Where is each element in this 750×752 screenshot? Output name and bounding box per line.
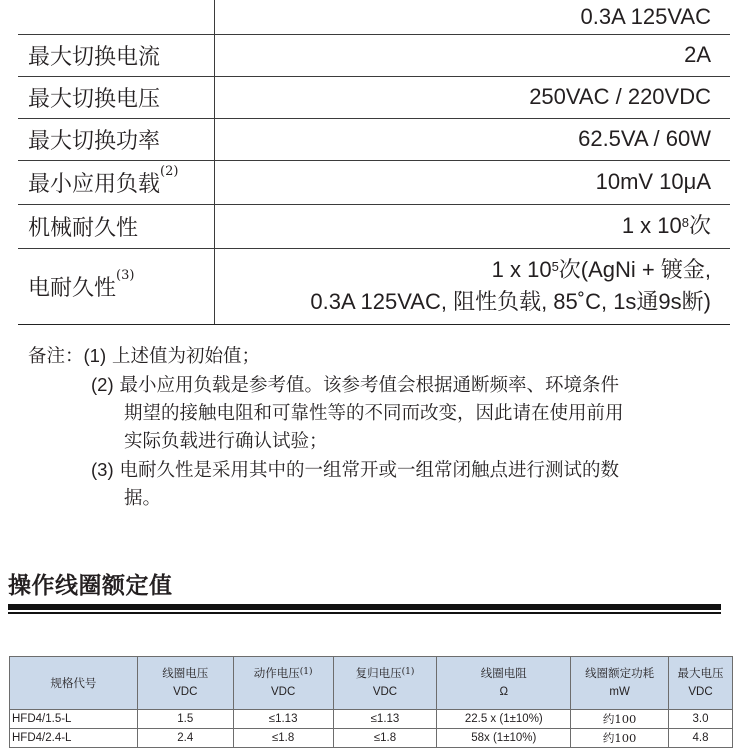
column-header: 线圈电阻 Ω: [437, 657, 571, 710]
note-item: [28, 456, 728, 485]
spec-row: [18, 248, 730, 324]
spec-value: 62.5VA / 60W: [215, 118, 731, 160]
spec-label: 电耐久性$^{(3)}$: [18, 248, 215, 324]
spec-label: 最大切换电压: [18, 76, 215, 118]
column-header: 复归电压$^{(1)}$ VDC: [333, 657, 437, 710]
spec-row: [18, 0, 730, 34]
column-header: 最大电压 VDC: [669, 657, 733, 710]
note-item: [28, 342, 728, 371]
spec-value: 10mV 10μA: [215, 160, 731, 204]
note-text: 期望的接触电阻和可靠性等的不同而改变，因此请在使用前用: [124, 403, 624, 424]
column-header: 线圈电压 VDC: [137, 657, 233, 710]
section-divider: [8, 612, 721, 614]
note-number: (1): [83, 345, 107, 366]
table-cell: 58x (1±10%): [437, 729, 571, 748]
spec-value: [215, 248, 731, 324]
spec-value-line: 1 x $10^5$次(AgNi + 镀金,: [491, 257, 711, 282]
notes: [28, 342, 728, 513]
spec-label: 最小应用负载$^{(2)}$: [18, 160, 215, 204]
coil-table-header: [10, 657, 733, 710]
spec-value-line: 0.3A 125VAC, 阻性负载, 85˚C, 1s通9s断): [310, 289, 711, 314]
notes-prefix: 备注：: [28, 346, 84, 367]
table-row: [10, 729, 733, 748]
note-text: 实际负载进行确认试验；: [124, 431, 328, 452]
spec-label: 机械耐久性: [18, 204, 215, 248]
table-cell: 约100: [571, 710, 669, 729]
note-text: 电耐久性是采用其中的一组常开或一组常闭触点进行测试的数: [119, 460, 620, 481]
column-header: 线圈额定功耗 mW: [571, 657, 669, 710]
table-cell: 22.5 x (1±10%): [437, 710, 571, 729]
spec-value: 1 x $10^8$次: [215, 204, 731, 248]
column-header: 规格代号: [10, 657, 138, 710]
spec-value: 0.3A 125VAC: [215, 0, 731, 34]
spec-row: [18, 160, 730, 204]
note-text: 上述值为初始值；: [112, 346, 261, 367]
spec-row: [18, 204, 730, 248]
table-cell: 2.4: [137, 729, 233, 748]
spec-row: [18, 34, 730, 76]
coil-table: [9, 656, 733, 748]
spec-value: 250VAC / 220VDC: [215, 76, 731, 118]
spec-value: 2A: [215, 34, 731, 76]
note-item: [28, 371, 728, 400]
table-cell: ≤1.13: [233, 710, 333, 729]
note-text: 据。: [124, 488, 162, 509]
note-number: (2): [91, 374, 114, 395]
spec-label: 最大切换电流: [18, 34, 215, 76]
table-cell: ≤1.8: [333, 729, 437, 748]
table-cell: ≤1.8: [233, 729, 333, 748]
section-title: 操作线圈额定值: [8, 573, 173, 599]
table-cell: 4.8: [669, 729, 733, 748]
table-row: [10, 710, 733, 729]
spec-label: 最大切换功率: [18, 118, 215, 160]
spec-table: [18, 0, 730, 325]
spec-row: [18, 118, 730, 160]
note-text: 最小应用负载是参考值。该参考值会根据通断频率、环境条件: [119, 375, 620, 396]
note-number: (3): [91, 459, 114, 480]
table-cell: 3.0: [669, 710, 733, 729]
table-cell: HFD4/1.5-L: [10, 710, 138, 729]
table-cell: 1.5: [137, 710, 233, 729]
table-cell: HFD4/2.4-L: [10, 729, 138, 748]
table-cell: 约100: [571, 729, 669, 748]
section-divider: [8, 604, 721, 610]
column-header: 动作电压$^{(1)}$ VDC: [233, 657, 333, 710]
spec-row: [18, 76, 730, 118]
table-cell: ≤1.13: [333, 710, 437, 729]
spec-label: [18, 0, 215, 34]
